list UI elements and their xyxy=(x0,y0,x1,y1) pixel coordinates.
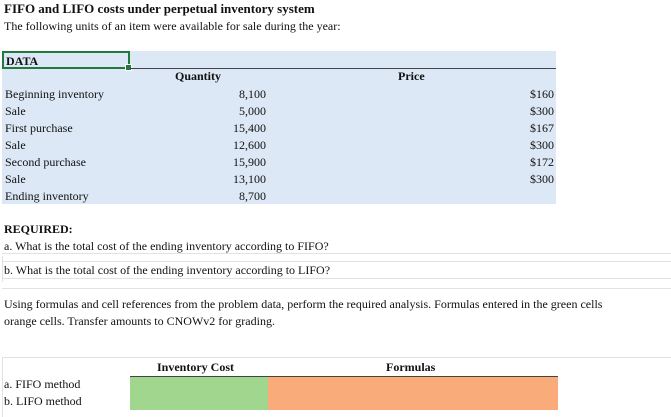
price-header: Price xyxy=(398,69,425,83)
question-a: a. What is the total cost of the ending inventory according to FIFO? xyxy=(4,239,329,253)
price-cell[interactable]: $172 xyxy=(530,155,554,169)
gridline xyxy=(2,256,3,282)
instructions-line-1: Using formulas and cell references from the problem data, perform the required analysis. Formulas entered in the green cells xyxy=(4,297,603,311)
data-table-background xyxy=(2,51,556,204)
gridline xyxy=(2,357,671,358)
lifo-method-label: b. LIFO method xyxy=(4,394,82,408)
formulas-header: Formulas xyxy=(386,360,436,374)
price-cell[interactable]: $160 xyxy=(530,87,554,101)
row-label: First purchase xyxy=(5,121,73,135)
quantity-header: Quantity xyxy=(175,69,222,83)
quantity-cell[interactable]: 15,400 xyxy=(233,121,266,135)
row-label: Sale xyxy=(5,104,26,118)
question-b: b. What is the total cost of the ending inventory according to LIFO? xyxy=(4,263,331,277)
quantity-cell[interactable]: 13,100 xyxy=(233,172,266,186)
fifo-formula-cell[interactable] xyxy=(270,377,556,393)
price-cell[interactable]: $300 xyxy=(530,138,554,152)
lifo-inventory-cost-cell[interactable] xyxy=(132,394,266,410)
quantity-cell[interactable]: 8,700 xyxy=(239,189,266,203)
data-label-cell[interactable] xyxy=(2,51,130,69)
fifo-method-label: a. FIFO method xyxy=(4,377,81,391)
row-label: Ending inventory xyxy=(5,189,89,203)
data-label: DATA xyxy=(6,54,39,68)
row-label: Sale xyxy=(5,138,26,152)
gridline xyxy=(2,357,3,417)
inventory-cost-header: Inventory Cost xyxy=(157,360,234,374)
price-cell[interactable]: $167 xyxy=(530,121,554,135)
lifo-formula-cell[interactable] xyxy=(270,394,556,410)
gridline xyxy=(2,288,671,289)
gridline xyxy=(2,278,671,279)
row-label: Sale xyxy=(5,172,26,186)
gridline xyxy=(2,261,671,262)
quantity-cell[interactable]: 15,900 xyxy=(233,155,266,169)
fifo-inventory-cost-cell[interactable] xyxy=(132,377,266,393)
sheet-title: FIFO and LIFO costs under perpetual inventory system xyxy=(4,1,315,16)
row-label: Second purchase xyxy=(5,155,86,169)
quantity-cell[interactable]: 5,000 xyxy=(239,104,266,118)
quantity-cell[interactable]: 8,100 xyxy=(239,87,266,101)
quantity-cell[interactable]: 12,600 xyxy=(233,138,266,152)
price-cell[interactable]: $300 xyxy=(530,172,554,186)
required-heading: REQUIRED: xyxy=(4,222,73,236)
row-label: Beginning inventory xyxy=(5,87,104,101)
price-cell[interactable]: $300 xyxy=(530,104,554,118)
sheet-subtitle: The following units of an item were available for sale during the year: xyxy=(4,19,341,33)
instructions-line-2: orange cells. Transfer amounts to CNOWv2 for grading. xyxy=(4,314,275,328)
